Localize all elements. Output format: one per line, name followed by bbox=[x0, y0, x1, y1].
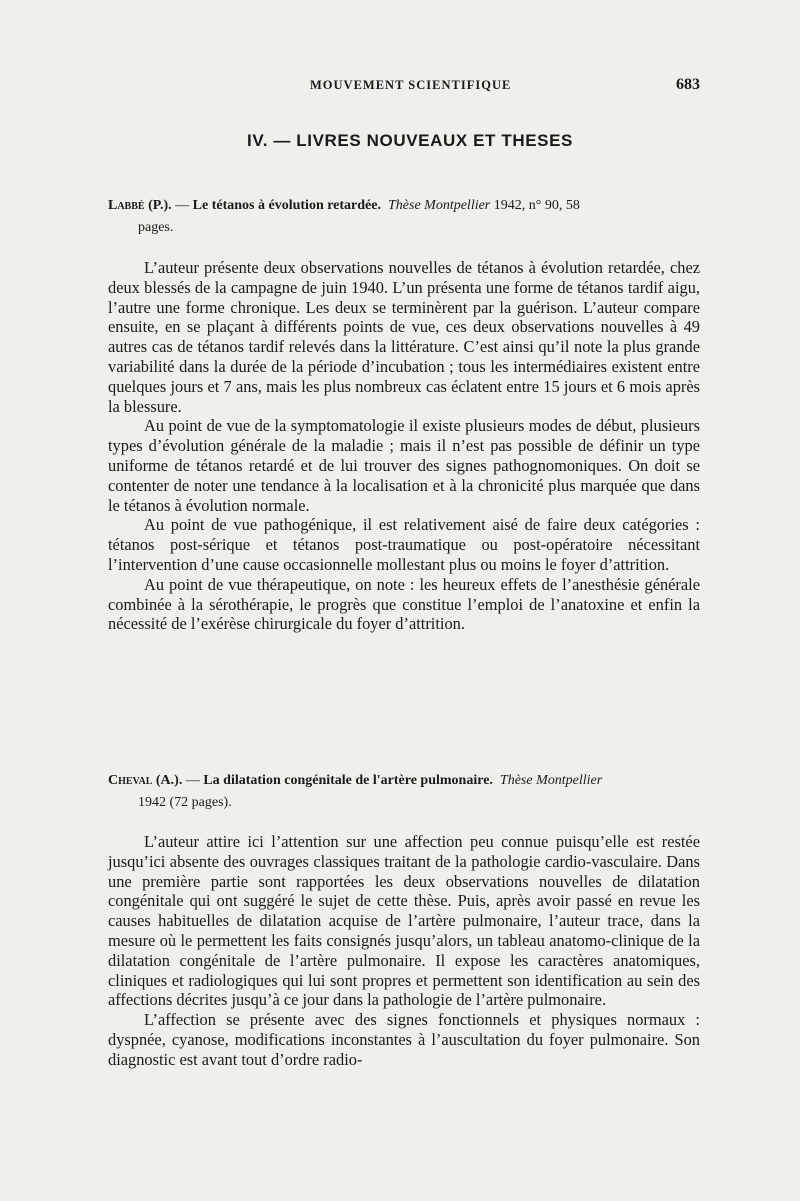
body-paragraph: L’affection se présente avec des signes fonctionnels et physiques normaux : dyspnée, cyanose, modifications inconstantes à l’auscultation du foyer pulmonaire. Son diagnostic est avant tout d’ordre radio- bbox=[108, 1010, 700, 1069]
entry-title: La dilatation congénitale de l'artère pulmonaire. bbox=[203, 773, 493, 788]
body-paragraph: Au point de vue thérapeutique, on note : les heureux effets de l’anesthésie générale combinée à la sérothérapie, le progrès que constitue l’emploi de l’anatoxine et enfin la nécessité de l’exérèse chirurgicale du foyer d’attrition. bbox=[108, 574, 700, 634]
running-head bbox=[110, 76, 700, 98]
running-title: MOUVEMENT SCIENTIFIQUE bbox=[310, 78, 512, 92]
entry-author: Labbé (P.). bbox=[108, 198, 172, 213]
reference-entry-labbe bbox=[108, 195, 700, 239]
reference-entry-cheval bbox=[108, 770, 700, 814]
body-paragraph: Au point de vue de la symptomatologie il existe plusieurs modes de début, plusieurs types d’évolution générale de la maladie ; mais il n’est pas possible de définir un type uniforme de tétanos retardé et de lui trouver des signes pathognomoniques. On doit se contenter de noter une tendance à la localisation et à la chronicité plus marquée que dans le tétanos à évolution normale. bbox=[108, 416, 700, 515]
entry-details: 1942, n° 90, 58 bbox=[490, 198, 580, 213]
entry-thesis: Thèse Montpellier bbox=[499, 773, 603, 788]
entry-author: Cheval (A.). bbox=[108, 773, 183, 788]
entry-body-cheval bbox=[108, 832, 700, 1070]
section-title: IV. — LIVRES NOUVEAUX ET THESES bbox=[247, 131, 573, 150]
page-number: 683 bbox=[676, 76, 700, 93]
entry-thesis: Thèse Montpellier bbox=[388, 198, 491, 213]
entry-dash: — bbox=[171, 198, 193, 213]
entry-body-labbe bbox=[108, 258, 700, 634]
entry-title: Le tétanos à évolution retardée. bbox=[192, 198, 381, 213]
body-paragraph: L’auteur présente deux observations nouvelles de tétanos à évolution retardée, chez deux blessés de la campagne de juin 1940. L’un présenta une forme de tétanos tardif aigu, l’autre une forme chronique. Les deux se terminèrent par la guérison. L’auteur compare ensuite, en se plaçant à différents points de vue, ces deux observations nouvelles à 49 autres cas de tétanos tardif relevés dans la littérature. C’est ainsi qu’il note la plus grande variabilité dans la durée de la période d’incubation ; tous les intermédiaires existent entre quelques jours et 7 ans, mais les plus nombreux cas éclatent entre 15 jours et 6 mois après la blessure. bbox=[108, 258, 700, 416]
body-paragraph: Au point de vue pathogénique, il est relativement aisé de faire deux catégories : tétanos post-sérique et tétanos post-traumatique ou post-opératoire nécessitant l’intervention d’une cause occasionnelle mollestant plus ou moins le foyer d’attrition. bbox=[108, 515, 700, 574]
entry-details-cont: 1942 (72 pages). bbox=[138, 795, 232, 810]
body-paragraph: L’auteur attire ici l’attention sur une affection peu connue puisqu’elle est restée jusqu’ici absente des ouvrages classiques traitant de la pathologie cardio-vasculaire. Dans une première partie sont rapportées les deux observations nouvelles de dilatation congénitale qui ont suggéré le sujet de cette thèse. Puis, après avoir passé en revue les causes habituelles de dilatation acquise de l’artère pulmonaire, l’auteur trace, dans la mesure où le permettent les faits consignés jusqu’alors, un tableau anatomo-clinique de la dilatation congénitale de l’artère pulmonaire. Il expose les caractères anatomiques, cliniques et radiologiques qui lui sont propres et permettent son identification au sein des affections décrites jusqu’à ce jour dans la pathologie de l’artère pulmonaire. bbox=[108, 832, 700, 1010]
entry-details-cont: pages. bbox=[138, 220, 174, 235]
entry-dash: — bbox=[182, 773, 204, 788]
